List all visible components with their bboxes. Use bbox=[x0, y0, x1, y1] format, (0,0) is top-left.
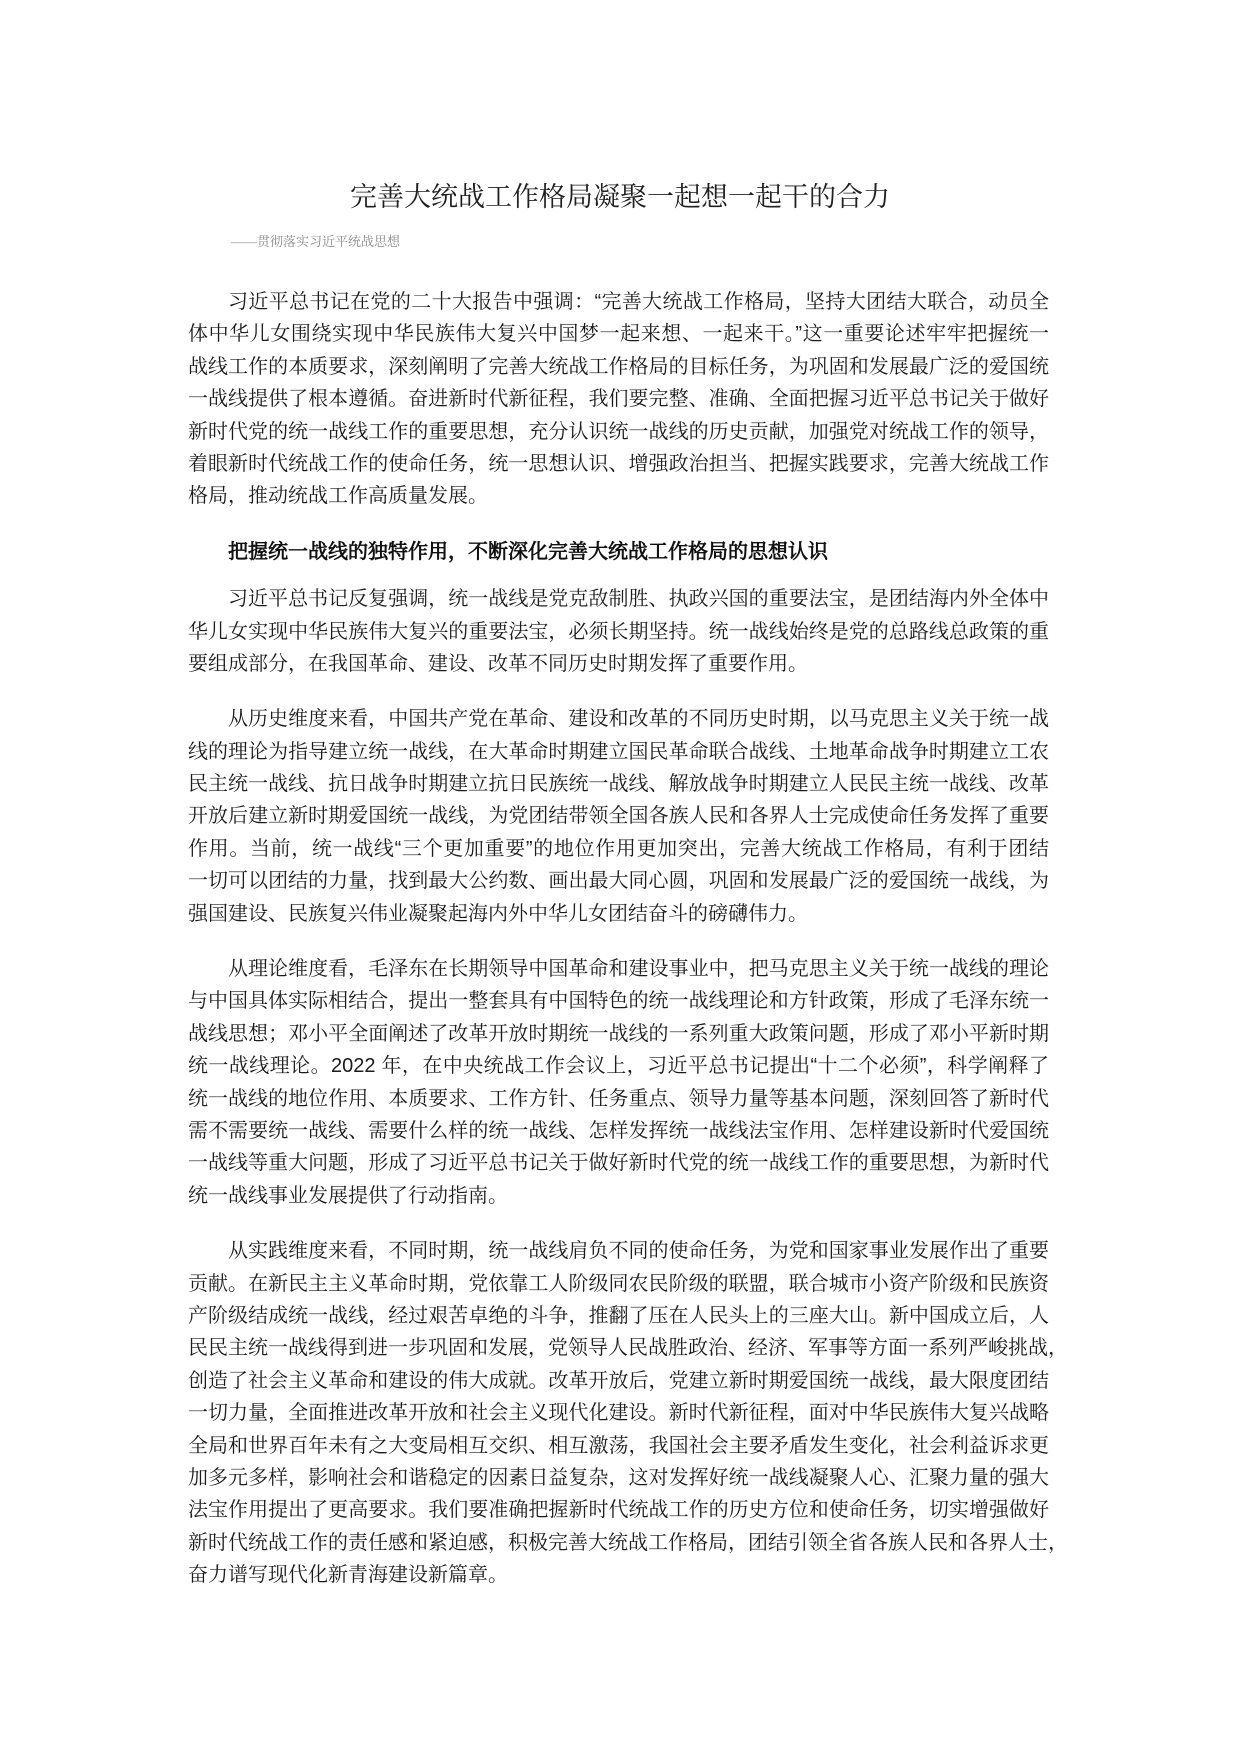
paragraph-line: 习近平总书记反复强调，统一战线是党克敌制胜、执政兴国的重要法宝，是团结海内外全体中 bbox=[228, 588, 1049, 611]
document-title: 完善大统战工作格局凝聚一起想一起干的合力 bbox=[350, 182, 890, 212]
paragraph-line: 新时代党的统一战线工作的重要思想，充分认识统一战线的历史贡献，加强党对统战工作的领导， bbox=[188, 420, 1049, 443]
paragraph-line: 与中国具体实际相结合，提出一整套具有中国特色的统一战线理论和方针政策，形成了毛泽东统一 bbox=[188, 990, 1049, 1013]
paragraph-line: 从实践维度来看，不同时期，统一战线肩负不同的使命任务，为党和国家事业发展作出了重要 bbox=[228, 1240, 1049, 1263]
paragraph-line: 一切力量，全面推进改革开放和社会主义现代化建设。新时代新征程，面对中华民族伟大复兴战略 bbox=[188, 1402, 1049, 1425]
paragraph-line: 战线工作的本质要求，深刻阐明了完善大统战工作格局的目标任务，为巩固和发展最广泛的爱国统 bbox=[188, 355, 1049, 378]
paragraph-line: 一战线提供了根本遵循。奋进新时代新征程，我们要完整、准确、全面把握习近平总书记关于做好 bbox=[188, 388, 1049, 411]
article-body bbox=[188, 286, 1068, 1614]
paragraph bbox=[188, 583, 1049, 680]
paragraph-line: 从理论维度看，毛泽东在长期领导中国革命和建设事业中，把马克思主义关于统一战线的理论 bbox=[228, 958, 1049, 981]
paragraph bbox=[188, 953, 1049, 1212]
paragraph-line: 贡献。在新民主主义革命时期，党依靠工人阶级同农民阶级的联盟，联合城市小资产阶级和民族资 bbox=[188, 1272, 1049, 1295]
paragraph bbox=[188, 1235, 1068, 1591]
paragraph-line: 统一战线事业发展提供了行动指南。 bbox=[188, 1184, 508, 1207]
paragraph-line: 需不需要统一战线、需要什么样的统一战线、怎样发挥统一战线法宝作用、怎样建设新时代爱国统 bbox=[188, 1119, 1049, 1142]
paragraph-line: 着眼新时代统战工作的使命任务，统一思想认识、增强政治担当、把握实践要求，完善大统战工作 bbox=[188, 452, 1049, 475]
paragraph-line: 一战线等重大问题，形成了习近平总书记关于做好新时代党的统一战线工作的重要思想，为新时代 bbox=[188, 1152, 1049, 1175]
paragraph-line: 产阶级结成统一战线，经过艰苦卓绝的斗争，推翻了压在人民头上的三座大山。新中国成立后，人 bbox=[188, 1304, 1049, 1327]
paragraph-line: 统一战线理论。2022 年，在中央统战工作会议上，习近平总书记提出“十二个必须”，科学阐释了 bbox=[188, 1055, 1049, 1078]
paragraph bbox=[188, 286, 1049, 513]
paragraph bbox=[188, 703, 1049, 930]
paragraph-line: 全局和世界百年未有之大变局相互交织、相互激荡，我国社会主要矛盾发生变化，社会利益诉求更 bbox=[188, 1434, 1049, 1457]
paragraph-line: 加多元多样，影响社会和谐稳定的因素日益复杂，这对发挥好统一战线凝聚人心、汇聚力量的强大 bbox=[188, 1466, 1049, 1489]
paragraph-line: 一切可以团结的力量，找到最大公约数、画出最大同心圆，巩固和发展最广泛的爱国统一战线，为 bbox=[188, 870, 1049, 893]
paragraph-line: 体中华儿女围绕实现中华民族伟大复兴中国梦一起来想、一起来干。”这一重要论述牢牢把握统一 bbox=[188, 323, 1049, 346]
paragraph-line: 习近平总书记在党的二十大报告中强调：“完善大统战工作格局，坚持大团结大联合，动员全 bbox=[228, 291, 1049, 313]
paragraph-line: 民民主统一战线得到进一步巩固和发展，党领导人民战胜政治、经济、军事等方面一系列严峻挑战， bbox=[188, 1337, 1068, 1360]
paragraph-line: 要组成部分，在我国革命、建设、改革不同历史时期发挥了重要作用。 bbox=[188, 652, 808, 675]
paragraph-line: 民主统一战线、抗日战争时期建立抗日民族统一战线、解放战争时期建立人民民主统一战线、改革 bbox=[188, 773, 1049, 796]
paragraph-line: 从历史维度来看，中国共产党在革命、建设和改革的不同历史时期，以马克思主义关于统一战 bbox=[228, 708, 1049, 731]
paragraph-line: 开放后建立新时期爱国统一战线，为党团结带领全国各族人民和各界人士完成使命任务发挥了重要 bbox=[188, 805, 1049, 828]
paragraph-line: 创造了社会主义革命和建设的伟大成就。改革开放后，党建立新时期爱国统一战线，最大限度团结 bbox=[188, 1369, 1049, 1392]
paragraph-line: 强国建设、民族复兴伟业凝聚起海内外中华儿女团结奋斗的磅礴伟力。 bbox=[188, 902, 808, 925]
paragraph-line: 新时代统战工作的责任感和紧迫感，积极完善大统战工作格局，团结引领全省各族人民和各界人士， bbox=[188, 1531, 1068, 1554]
paragraph-line: 统一战线的地位作用、本质要求、工作方针、任务重点、领导力量等基本问题，深刻回答了新时代 bbox=[188, 1087, 1049, 1110]
paragraph-line: 战线思想；邓小平全面阐述了改革开放时期统一战线的一系列重大政策问题，形成了邓小平新时期 bbox=[188, 1022, 1049, 1045]
paragraph-line: 奋力谱写现代化新青海建设新篇章。 bbox=[188, 1564, 508, 1587]
document-subtitle: ——贯彻落实习近平统战思想 bbox=[231, 234, 401, 249]
paragraph-line: 法宝作用提出了更高要求。我们要准确把握新时代统战工作的历史方位和使命任务，切实增强做好 bbox=[188, 1499, 1049, 1522]
paragraph-line: 线的理论为指导建立统一战线，在大革命时期建立国民革命联合战线、土地革命战争时期建立工农 bbox=[188, 740, 1049, 763]
paragraph-line: 格局，推动统战工作高质量发展。 bbox=[188, 485, 488, 508]
paragraph-line: 华儿女实现中华民族伟大复兴的重要法宝，必须长期坚持。统一战线始终是党的总路线总政策的重 bbox=[188, 620, 1049, 643]
section-heading: 把握统一战线的独特作用，不断深化完善大统战工作格局的思想认识 bbox=[228, 540, 828, 563]
paragraph-line: 作用。当前，统一战线“三个更加重要”的地位作用更加突出，完善大统战工作格局，有利于团结 bbox=[188, 837, 1049, 860]
